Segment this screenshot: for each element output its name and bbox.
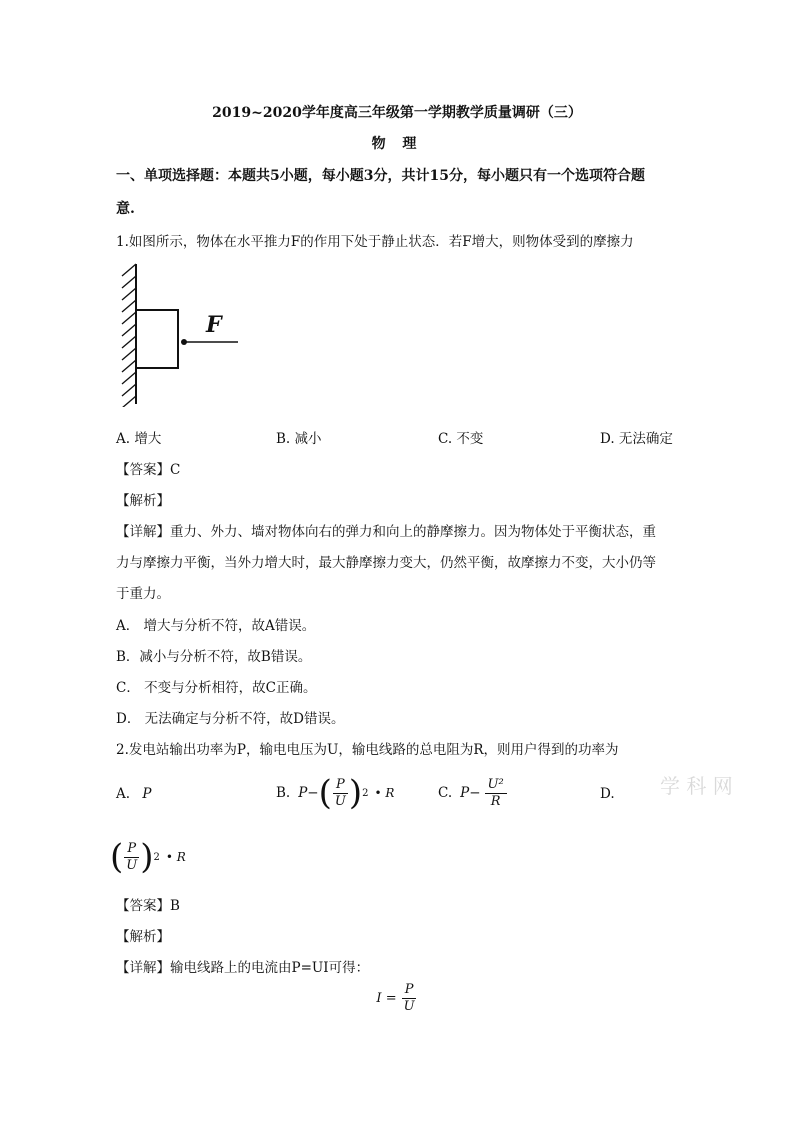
q2-option-c-prefix: P− xyxy=(460,785,481,801)
q2-analysis: 【解析】 xyxy=(116,929,170,945)
q2-option-b-prefix: P− xyxy=(298,785,319,801)
fraction-numerator: P xyxy=(124,841,139,858)
q2-stem: 2.发电站输出功率为P，输电电压为U，输电线路的总电阻为R，则用户得到的功率为 xyxy=(116,742,619,758)
left-paren: ( xyxy=(318,773,332,813)
q1-answer: 【答案】C xyxy=(116,462,181,478)
formula-fraction xyxy=(401,982,418,1015)
q2-answer: 【答案】B xyxy=(116,898,180,914)
wall-block-force-diagram xyxy=(114,262,244,407)
q1-option-b: B. 减小 xyxy=(276,431,322,447)
q2-option-c xyxy=(438,770,507,816)
current-formula xyxy=(0,982,794,1015)
q2-option-d-suffix: • R xyxy=(165,850,186,864)
fraction-denominator: U xyxy=(126,857,138,873)
q1-explanation-b: B．减小与分析不符，故B错误。 xyxy=(116,649,312,665)
document-title: 2019~2020学年度高三年级第一学期教学质量调研（三） xyxy=(212,105,582,121)
q2-option-b xyxy=(276,768,394,818)
fraction-numerator: P xyxy=(333,777,348,794)
q2-option-b-label: B. xyxy=(276,785,291,801)
q1-stem: 1.如图所示，物体在水平推力F的作用下处于静止状态．若F增大，则物体受到的摩擦力 xyxy=(116,234,634,250)
formula-lhs: I = xyxy=(376,991,397,1006)
left-paren: ( xyxy=(110,837,124,877)
fraction-numerator: U² xyxy=(485,777,507,794)
right-paren: ) xyxy=(140,837,154,877)
q2-option-c-label: C. xyxy=(438,785,453,801)
q1-figure xyxy=(114,262,244,407)
q2-option-b-suffix: • R xyxy=(374,786,395,800)
section-heading-continued: 意. xyxy=(116,201,135,217)
q1-detail-line: 【详解】重力、外力、墙对物体向右的弹力和向上的静摩擦力。因为物体处于平衡状态，重 xyxy=(116,524,656,540)
q2-option-b-fraction xyxy=(332,777,349,810)
watermark: 学 科 网 xyxy=(660,774,733,798)
q2-option-d-label: D. xyxy=(600,786,615,802)
fraction-denominator: R xyxy=(490,793,501,809)
q1-explanation-c: C． 不变与分析相符，故C正确。 xyxy=(116,680,317,696)
q2-detail: 【详解】输电线路上的电流由P=UI可得： xyxy=(116,960,370,976)
q2-option-d-fraction xyxy=(123,841,140,874)
q1-detail-line: 力与摩擦力平衡，当外力增大时，最大静摩擦力变大，仍然平衡，故摩擦力不变，大小仍等 xyxy=(116,555,656,571)
q2-option-a xyxy=(116,786,151,802)
exponent: 2 xyxy=(153,851,160,863)
q1-option-c: C. 不变 xyxy=(438,431,484,447)
q1-explanation-a: A． 增大与分析不符，故A错误。 xyxy=(116,618,316,634)
q1-option-d: D. 无法确定 xyxy=(600,431,673,447)
q1-option-a: A. 增大 xyxy=(116,431,162,447)
fraction-denominator: U xyxy=(403,999,415,1014)
q1-explanation-d: D． 无法确定与分析不符，故D错误。 xyxy=(116,711,345,727)
exponent: 2 xyxy=(362,787,369,799)
section-heading: 一、单项选择题：本题共5小题，每小题3分，共计15分，每小题只有一个选项符合题 xyxy=(116,168,645,184)
q1-detail-line: 于重力。 xyxy=(116,586,170,602)
fraction-numerator: P xyxy=(402,982,417,999)
q1-analysis: 【解析】 xyxy=(116,493,170,509)
fraction-denominator: U xyxy=(334,793,346,809)
right-paren: ) xyxy=(348,773,363,813)
q2-option-d xyxy=(110,832,186,882)
subject-heading: 物 理 xyxy=(371,136,423,152)
q2-option-a-label: A. xyxy=(116,786,131,802)
force-label: F xyxy=(206,312,222,338)
q2-option-a-value: P xyxy=(142,786,152,802)
q2-option-c-fraction xyxy=(485,777,507,810)
